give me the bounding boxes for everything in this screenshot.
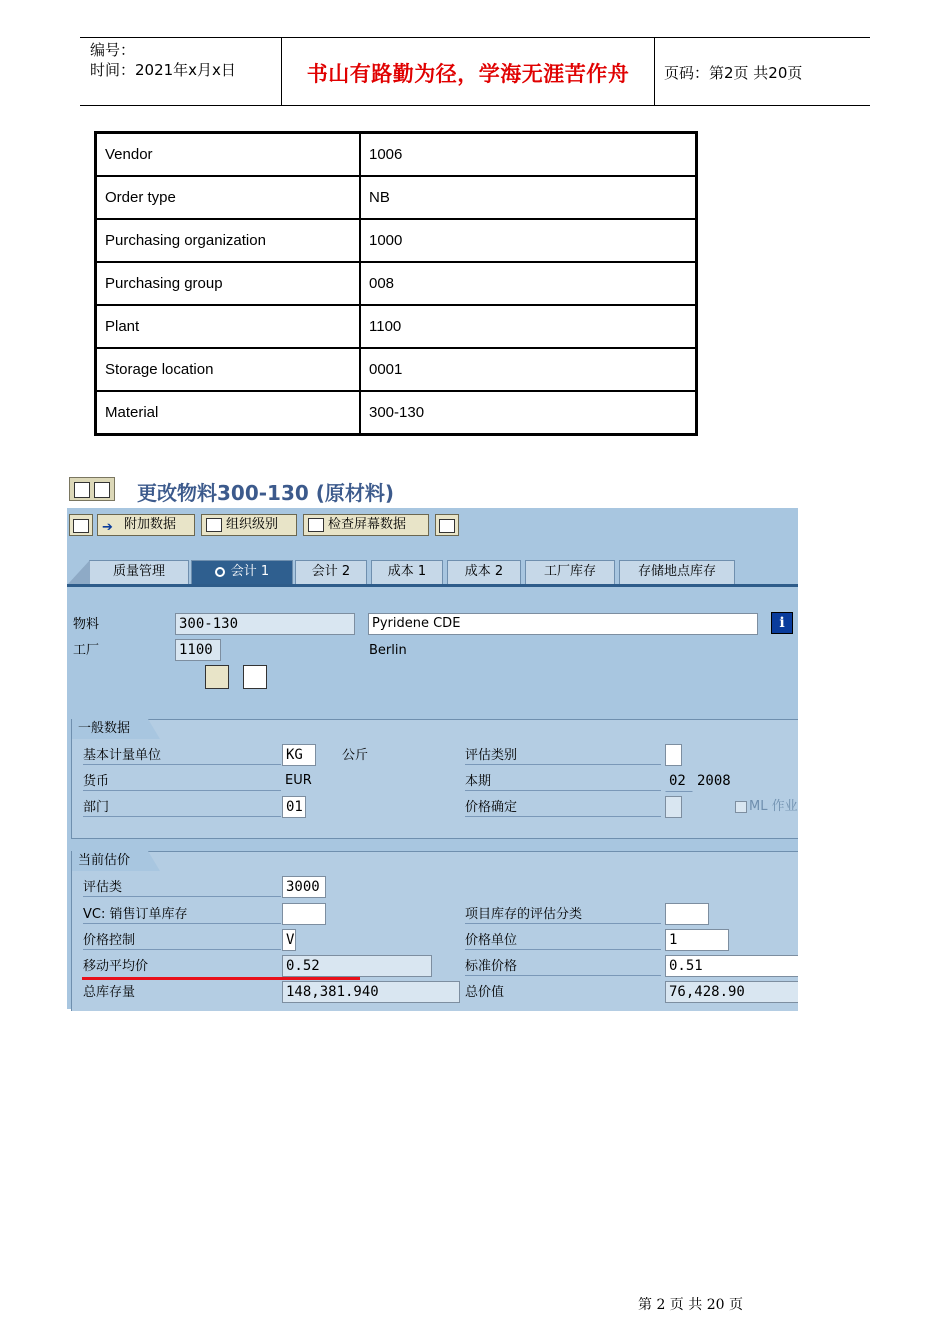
header-page-info: 页码：第2页 共20页 (664, 64, 803, 82)
lock-button[interactable] (435, 514, 459, 536)
division-label: 部门 (83, 800, 281, 817)
tab-label: 会计 1 (230, 564, 270, 579)
org-levels-label: 组织级别 (226, 517, 279, 532)
sap-window (67, 472, 798, 1009)
tab-6[interactable] (525, 560, 615, 584)
table-row (96, 391, 696, 434)
checkbox-icon[interactable] (735, 801, 747, 813)
table-row (96, 176, 696, 219)
price-unit-label: 价格单位 (465, 933, 661, 950)
total-stock-field[interactable]: 148,381.940 (282, 981, 460, 1003)
tab-label: 成本 2 (464, 564, 504, 579)
currency-value: EUR (285, 773, 312, 788)
info-icon[interactable]: i (771, 612, 793, 634)
lock-icon (439, 519, 455, 533)
valuation-class-label: 评估类 (83, 880, 281, 897)
header-meta (90, 40, 236, 80)
header-number: 编号： (90, 41, 136, 59)
highlight-underline (82, 977, 360, 980)
param-value: NB (360, 176, 696, 219)
header-divider (654, 38, 655, 105)
tab-4[interactable] (371, 560, 443, 584)
document-icon[interactable] (243, 665, 267, 689)
table-row (96, 262, 696, 305)
base-uom-field[interactable]: KG (282, 744, 316, 766)
plant-label: 工厂 (73, 643, 100, 658)
project-stock-val-class-field[interactable] (665, 903, 709, 925)
plant-field[interactable]: 1100 (175, 639, 221, 661)
material-description-field[interactable]: Pyridene CDE (368, 613, 758, 635)
tab-label: 工厂库存 (543, 564, 596, 579)
screen-title: 更改物料300-130 (原材料) (137, 481, 395, 505)
ml-act-label: ML 作业 (749, 799, 798, 814)
base-uom-text: 公斤 (342, 748, 369, 763)
current-valuation-title: 当前估价 (72, 851, 148, 871)
tab-2[interactable] (191, 560, 293, 584)
general-data-title: 一般数据 (72, 719, 148, 739)
price-control-field[interactable]: V (282, 929, 296, 951)
valuation-category-field[interactable] (665, 744, 682, 766)
table-row (96, 133, 696, 176)
tab-label: 质量管理 (112, 564, 165, 579)
link-icon[interactable] (205, 665, 229, 689)
ml-act-checkbox[interactable] (735, 799, 798, 815)
header-top-rule (80, 37, 870, 38)
moving-average-price-field[interactable]: 0.52 (282, 955, 432, 977)
check-icon (308, 518, 324, 532)
standard-price-label: 标准价格 (465, 959, 661, 976)
vc-sales-order-stock-field[interactable] (282, 903, 326, 925)
param-key: Purchasing organization (96, 219, 360, 262)
price-determination-field[interactable] (665, 796, 682, 818)
total-value-field[interactable]: 76,428.90 (665, 981, 798, 1003)
price-determination-label: 价格确定 (465, 800, 661, 817)
additional-data-label: 附加数据 (124, 517, 177, 532)
standard-price-field[interactable]: 0.51 (665, 955, 798, 977)
plant-name: Berlin (369, 643, 407, 658)
check-screen-data-label: 检查屏幕数据 (328, 517, 407, 532)
vc-sales-order-stock-label: VC: 销售订单库存 (83, 907, 281, 924)
param-value: 300-130 (360, 391, 696, 434)
total-stock-label: 总库存量 (83, 985, 136, 1000)
tab-1[interactable] (89, 560, 189, 584)
base-uom-label: 基本计量单位 (83, 748, 281, 765)
tab-label: 存储地点库存 (637, 564, 716, 579)
param-key: Order type (96, 176, 360, 219)
param-key: Storage location (96, 348, 360, 391)
title-bar (67, 472, 798, 506)
application-toolbar (67, 508, 798, 542)
arrow-right-icon: ➔ (102, 519, 113, 535)
header-date: 时间：2021年x月x日 (90, 61, 236, 79)
price-control-label: 价格控制 (83, 933, 281, 950)
param-value: 008 (360, 262, 696, 305)
tab-label: 会计 2 (311, 564, 351, 579)
tab-5[interactable] (447, 560, 521, 584)
table-row (96, 219, 696, 262)
total-value-label: 总价值 (465, 985, 505, 1000)
active-tab-icon (215, 567, 225, 577)
additional-data-button[interactable] (97, 514, 195, 536)
table-row (96, 305, 696, 348)
check-screen-data-button[interactable] (303, 514, 429, 536)
param-key: Purchasing group (96, 262, 360, 305)
parameter-table (94, 131, 698, 436)
transaction-icon[interactable] (69, 477, 115, 501)
moving-average-price-label: 移动平均价 (83, 959, 149, 974)
param-value: 0001 (360, 348, 696, 391)
project-stock-val-class-label: 项目库存的评估分类 (465, 907, 661, 924)
material-label: 物料 (73, 617, 100, 632)
price-unit-field[interactable]: 1 (665, 929, 729, 951)
org-levels-button[interactable] (201, 514, 297, 536)
current-period-label: 本期 (465, 774, 661, 791)
tab-label: 成本 1 (387, 564, 427, 579)
param-value: 1100 (360, 305, 696, 348)
param-value: 1006 (360, 133, 696, 176)
table-row (96, 348, 696, 391)
tab-7[interactable] (619, 560, 735, 584)
current-period-value: 02 (665, 770, 693, 792)
header-motto: 书山有路勤为径，学海无涯苦作舟 (306, 61, 630, 86)
current-year-value: 2008 (697, 773, 731, 789)
tab-3[interactable] (295, 560, 367, 584)
page-footer: 第 2 页 共 20 页 (638, 1297, 743, 1313)
tab-content (67, 587, 798, 1009)
param-key: Material (96, 391, 360, 434)
division-field[interactable]: 01 (282, 796, 306, 818)
header-bottom-rule (80, 105, 870, 106)
param-key: Plant (96, 305, 360, 348)
param-key: Vendor (96, 133, 360, 176)
currency-label: 货币 (83, 774, 281, 791)
hierarchy-icon (206, 518, 222, 532)
param-value: 1000 (360, 219, 696, 262)
select-views-button[interactable] (69, 514, 93, 536)
material-field[interactable]: 300-130 (175, 613, 355, 635)
valuation-class-field[interactable]: 3000 (282, 876, 326, 898)
views-icon (73, 519, 89, 533)
valuation-category-label: 评估类别 (465, 748, 661, 765)
